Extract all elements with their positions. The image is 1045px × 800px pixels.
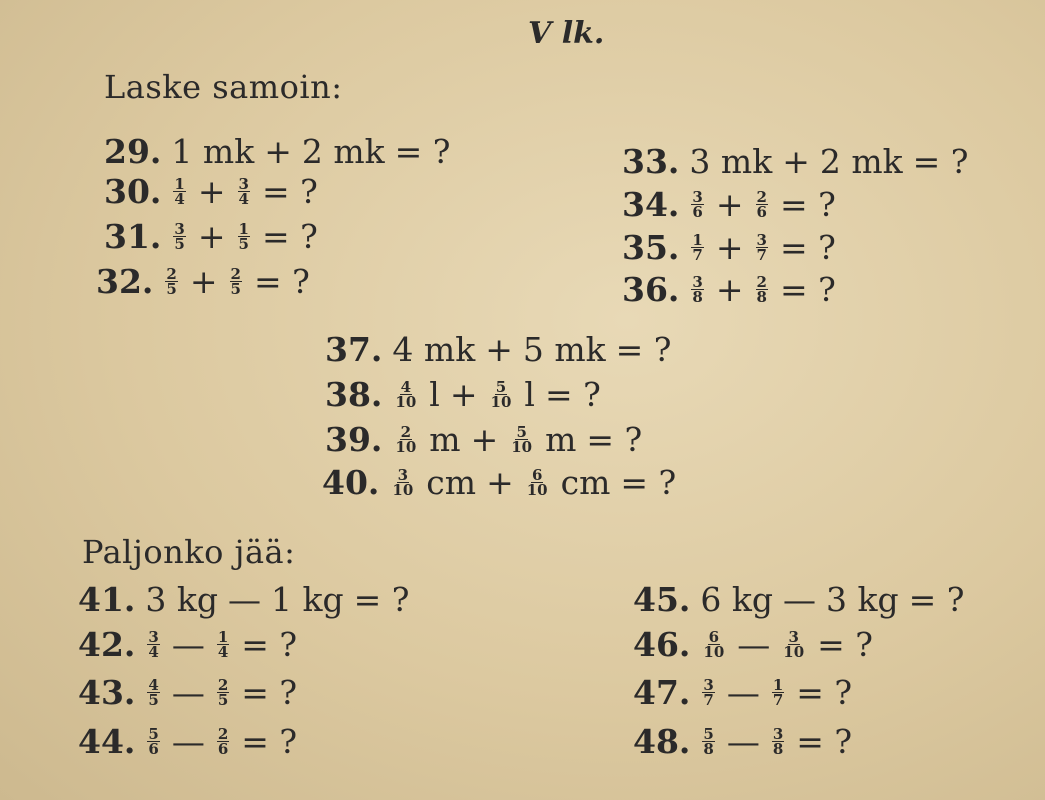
denominator: 5 <box>174 235 185 253</box>
fraction <box>217 727 229 756</box>
denominator: 4 <box>217 643 229 661</box>
numerator: 4 <box>148 676 159 694</box>
unit: l <box>429 375 440 414</box>
equals-question: = ? <box>241 673 298 712</box>
operator: + <box>782 142 810 181</box>
problem-number: 41. <box>78 580 136 619</box>
term: 3 kg <box>145 580 219 619</box>
fraction <box>782 630 805 659</box>
denominator: 8 <box>756 288 767 306</box>
term: 1 mk <box>171 132 255 171</box>
problem-number: 35. <box>622 228 680 267</box>
section-heading-subtraction: Paljonko jää: <box>82 533 296 571</box>
problem-35 <box>622 228 836 267</box>
unit: l <box>524 375 535 414</box>
unit: m <box>545 420 577 459</box>
denominator: 10 <box>395 393 417 411</box>
numerator: 3 <box>692 273 703 291</box>
problem-number: 48. <box>633 722 691 761</box>
numerator: 3 <box>397 466 409 484</box>
equals-question: = ? <box>261 172 318 211</box>
problem-48 <box>633 722 852 761</box>
problem-number: 47. <box>633 673 691 712</box>
term: 3 mk <box>689 142 773 181</box>
fraction <box>702 630 725 659</box>
problem-40 <box>322 463 676 502</box>
numerator: 3 <box>772 725 784 743</box>
operator: + <box>189 262 218 301</box>
fraction <box>238 222 250 251</box>
fraction <box>702 727 714 756</box>
numerator: 2 <box>230 265 241 283</box>
operator: + <box>197 172 226 211</box>
operator: + <box>449 375 478 414</box>
fraction <box>526 468 549 497</box>
numerator: 2 <box>400 423 412 441</box>
problem-number: 42. <box>78 625 136 664</box>
denominator: 8 <box>703 740 714 758</box>
numerator: 3 <box>148 628 159 646</box>
fraction <box>702 678 714 707</box>
operator: — <box>171 625 205 664</box>
problem-number: 43. <box>78 673 136 712</box>
problem-37 <box>325 330 671 369</box>
denominator: 7 <box>703 691 714 709</box>
problem-number: 44. <box>78 722 136 761</box>
term: 6 kg <box>700 580 774 619</box>
problem-number: 38. <box>325 375 383 414</box>
problem-number: 40. <box>322 463 380 502</box>
denominator: 10 <box>490 393 512 411</box>
unit: cm <box>426 463 477 502</box>
numerator: 1 <box>238 220 249 238</box>
problem-number: 37. <box>325 330 383 369</box>
problem-42 <box>78 625 297 664</box>
fraction <box>238 177 250 206</box>
denominator: 7 <box>692 246 703 264</box>
equals-question: = ? <box>253 262 310 301</box>
denominator: 10 <box>526 481 548 499</box>
problem-44 <box>78 722 297 761</box>
term: = ? <box>912 142 969 181</box>
problem-32 <box>96 262 310 301</box>
operator: + <box>715 270 744 309</box>
denominator: 10 <box>703 643 725 661</box>
denominator: 5 <box>238 235 249 253</box>
fraction <box>756 233 768 262</box>
operator: + <box>197 217 226 256</box>
equals-question: = ? <box>261 217 318 256</box>
numerator: 2 <box>756 188 767 206</box>
numerator: 2 <box>166 265 177 283</box>
denominator: 7 <box>772 691 784 709</box>
term: 4 mk <box>392 330 476 369</box>
denominator: 6 <box>692 203 703 221</box>
term: 3 kg <box>826 580 899 619</box>
fraction <box>147 727 159 756</box>
term: 2 mk <box>819 142 903 181</box>
problem-46 <box>633 625 873 664</box>
fraction <box>165 267 177 296</box>
denominator: 6 <box>148 740 159 758</box>
numerator: 2 <box>217 676 229 694</box>
term: 5 mk <box>522 330 606 369</box>
problem-31 <box>104 217 318 256</box>
fraction <box>217 630 229 659</box>
fraction <box>217 678 229 707</box>
fraction <box>147 630 159 659</box>
term: = ? <box>615 330 672 369</box>
denominator: 8 <box>692 288 703 306</box>
operator: — <box>228 580 262 619</box>
denominator: 5 <box>230 280 241 298</box>
fraction <box>173 177 185 206</box>
problem-number: 36. <box>622 270 680 309</box>
denominator: 6 <box>756 203 767 221</box>
numerator: 3 <box>238 175 249 193</box>
unit: m <box>429 420 461 459</box>
problem-45 <box>633 580 964 619</box>
numerator: 3 <box>692 188 703 206</box>
problem-number: 29. <box>104 132 162 171</box>
equals-question: = ? <box>241 625 298 664</box>
operator: — <box>726 722 760 761</box>
operator: + <box>715 185 744 224</box>
unit: cm <box>560 463 611 502</box>
operator: — <box>171 673 205 712</box>
equals-question: = ? <box>779 270 836 309</box>
operator: — <box>171 722 205 761</box>
problem-number: 46. <box>633 625 691 664</box>
problem-number: 39. <box>325 420 383 459</box>
numerator: 5 <box>495 378 507 396</box>
denominator: 4 <box>148 643 159 661</box>
operator: — <box>737 625 771 664</box>
fraction <box>230 267 242 296</box>
problem-number: 33. <box>622 142 680 181</box>
numerator: 1 <box>217 628 229 646</box>
fraction <box>691 275 703 304</box>
problem-number: 34. <box>622 185 680 224</box>
fraction <box>391 468 414 497</box>
equals-question: = ? <box>796 673 853 712</box>
problem-number: 32. <box>96 262 154 301</box>
numerator: 6 <box>531 466 543 484</box>
fraction <box>394 425 417 454</box>
page-header: V lk. <box>528 16 605 51</box>
fraction <box>510 425 533 454</box>
term: = ? <box>353 580 410 619</box>
problem-number: 30. <box>104 172 162 211</box>
fraction <box>756 190 768 219</box>
numerator: 1 <box>692 231 703 249</box>
denominator: 6 <box>217 740 229 758</box>
problem-43 <box>78 673 297 712</box>
equals-question: = ? <box>241 722 298 761</box>
operator: + <box>485 330 513 369</box>
problem-number: 45. <box>633 580 691 619</box>
term: 2 mk <box>301 132 385 171</box>
fraction <box>772 678 784 707</box>
problem-41 <box>78 580 409 619</box>
denominator: 10 <box>783 643 805 661</box>
denominator: 5 <box>166 280 177 298</box>
numerator: 6 <box>708 628 720 646</box>
equals-question: = ? <box>779 185 836 224</box>
operator: + <box>715 228 744 267</box>
denominator: 4 <box>174 190 185 208</box>
fraction <box>691 190 703 219</box>
numerator: 5 <box>516 423 527 441</box>
operator: — <box>783 580 817 619</box>
equals-question: = ? <box>586 420 643 459</box>
fraction <box>691 233 703 262</box>
fraction <box>772 727 784 756</box>
numerator: 4 <box>400 378 412 396</box>
operator: + <box>486 463 514 502</box>
equals-question: = ? <box>620 463 677 502</box>
denominator: 8 <box>772 740 784 758</box>
numerator: 3 <box>788 628 799 646</box>
numerator: 2 <box>756 273 767 291</box>
problem-34 <box>622 185 836 224</box>
problem-30 <box>104 172 318 211</box>
fraction <box>147 678 159 707</box>
term: = ? <box>908 580 965 619</box>
problem-33 <box>622 142 968 181</box>
numerator: 5 <box>703 725 714 743</box>
fraction <box>490 380 513 409</box>
fraction <box>756 275 768 304</box>
fraction <box>394 380 417 409</box>
denominator: 10 <box>395 438 417 456</box>
equals-question: = ? <box>796 722 853 761</box>
numerator: 5 <box>148 725 159 743</box>
denominator: 4 <box>238 190 249 208</box>
fraction <box>173 222 185 251</box>
numerator: 3 <box>756 231 767 249</box>
numerator: 3 <box>703 676 714 694</box>
equals-question: = ? <box>817 625 874 664</box>
denominator: 5 <box>148 691 159 709</box>
term: 1 kg <box>271 580 344 619</box>
denominator: 10 <box>392 481 414 499</box>
operator: + <box>264 132 292 171</box>
numerator: 1 <box>174 175 185 193</box>
problem-39 <box>325 420 642 459</box>
problem-29 <box>104 132 450 171</box>
operator: + <box>470 420 499 459</box>
denominator: 10 <box>511 438 533 456</box>
numerator: 3 <box>174 220 185 238</box>
denominator: 7 <box>756 246 767 264</box>
problem-36 <box>622 270 836 309</box>
section-heading-addition: Laske samoin: <box>104 68 343 106</box>
problem-number: 31. <box>104 217 162 256</box>
numerator: 2 <box>217 725 229 743</box>
term: = ? <box>394 132 451 171</box>
problem-47 <box>633 673 852 712</box>
denominator: 5 <box>217 691 229 709</box>
operator: — <box>726 673 760 712</box>
equals-question: = ? <box>544 375 601 414</box>
problem-38 <box>325 375 601 414</box>
numerator: 1 <box>772 676 784 694</box>
equals-question: = ? <box>779 228 836 267</box>
